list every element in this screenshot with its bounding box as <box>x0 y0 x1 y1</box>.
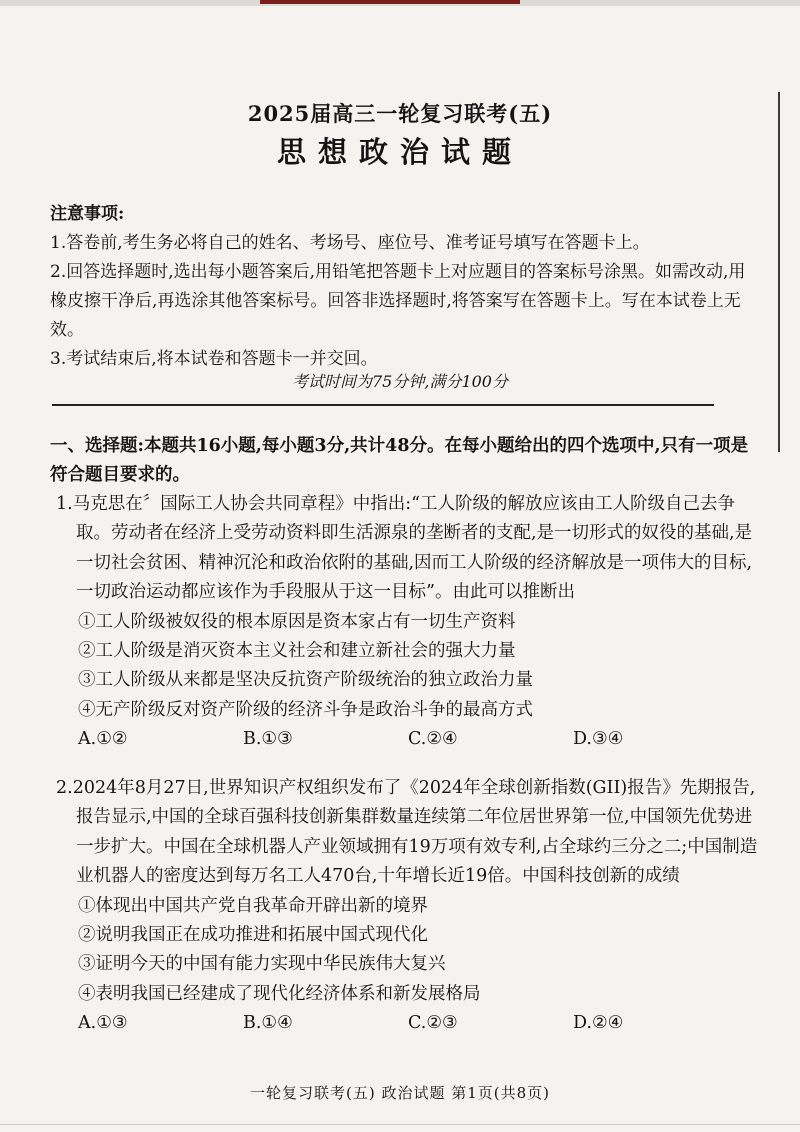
statement-option: ②工人阶级是消灭资本主义社会和建立新社会的强大力量 <box>78 641 516 662</box>
subject-title: 思想政治试题 <box>276 135 523 169</box>
exam-title: 2025届高三一轮复习联考(五) <box>247 101 553 126</box>
statement-option: ④表明我国已经建成了现代化经济体系和新发展格局 <box>78 983 481 1004</box>
instruction-item: 3.考试结束后,将本试卷和答题卡一并交回。 <box>50 349 378 369</box>
instructions-heading: 注意事项: <box>50 204 125 224</box>
instruction-item: 2.回答选择题时,选出每小题答案后,用铅笔把答题卡上对应题目的答案标号涂黑。如需改动,用橡皮擦干净后,再选涂其他答案标号。回答非选择题时,将答案写在答题卡上。写在本试卷上无效。 <box>50 262 746 340</box>
exam-time-note: 考试时间为75分钟,满分100分 <box>292 372 508 391</box>
choice-a: A.①③ <box>78 1013 128 1034</box>
answer-choices <box>56 725 764 754</box>
choice-b: B.①④ <box>243 1013 293 1034</box>
question-2 <box>56 774 764 1039</box>
question-stem: 2.2024年8月27日,世界知识产权组织发布了《2024年全球创新指数(GII)报告》先期报告,报告显示,中国的全球百强科技创新集群数量连续第二年位居世界第一位,中国领先优势进一步扩大。中国在全球机器人产业领域拥有19万项有效专利,占全球约三分之二;中国制造业机器人的密度达到每万名工人470台,十年增长近19倍。中国科技创新的成绩 <box>56 778 758 887</box>
scan-top-dark-mark <box>260 0 520 4</box>
statement-option: ①工人阶级被奴役的根本原因是资本家占有一切生产资料 <box>78 611 516 632</box>
choice-c: C.②④ <box>408 729 458 750</box>
section-heading: 一、选择题:本题共16小题,每小题3分,共计48分。在每小题给出的四个选项中,只有一项是符合题目要求的。 <box>50 436 749 485</box>
divider-line <box>52 404 714 406</box>
statement-option: ③工人阶级从来都是坚决反抗资产阶级统治的独立政治力量 <box>78 670 533 691</box>
statement-option: ②说明我国正在成功推进和拓展中国式现代化 <box>78 925 428 946</box>
scan-top-edge <box>0 0 800 6</box>
choice-d: D.②④ <box>573 1013 624 1034</box>
scan-bottom-edge <box>0 1124 800 1125</box>
instructions <box>50 200 760 374</box>
answer-choices <box>56 1009 764 1038</box>
choice-a: A.①② <box>78 729 128 750</box>
choice-c: C.②③ <box>408 1013 458 1034</box>
statement-option: ①体现出中国共产党自我革命开辟出新的境界 <box>78 895 428 916</box>
question-1 <box>56 490 764 755</box>
page-footer: 一轮复习联考(五) 政治试题 第1页(共8页) <box>249 1084 551 1102</box>
question-stem: 1.马克思在〞国际工人协会共同章程》中指出:“工人阶级的解放应该由工人阶级自己去争取。劳动者在经济上受劳动资料即生活源泉的垄断者的支配,是一切形式的奴役的基础,是一切社会贫困、精神沉沦和政治依附的基础,因而工人阶级的经济解放是一项伟大的目标,一切政治运动都应该作为手段服从于这一目标”。由此可以推断出 <box>56 494 753 603</box>
statement-option: ④无产阶级反对资产阶级的经济斗争是政治斗争的最高方式 <box>78 699 533 720</box>
choice-d: D.③④ <box>573 729 624 750</box>
instruction-item: 1.答卷前,考生务必将自己的姓名、考场号、座位号、准考证号填写在答题卡上。 <box>50 233 650 253</box>
choice-b: B.①③ <box>243 729 293 750</box>
statement-option: ③证明今天的中国有能力实现中华民族伟大复兴 <box>78 954 446 975</box>
